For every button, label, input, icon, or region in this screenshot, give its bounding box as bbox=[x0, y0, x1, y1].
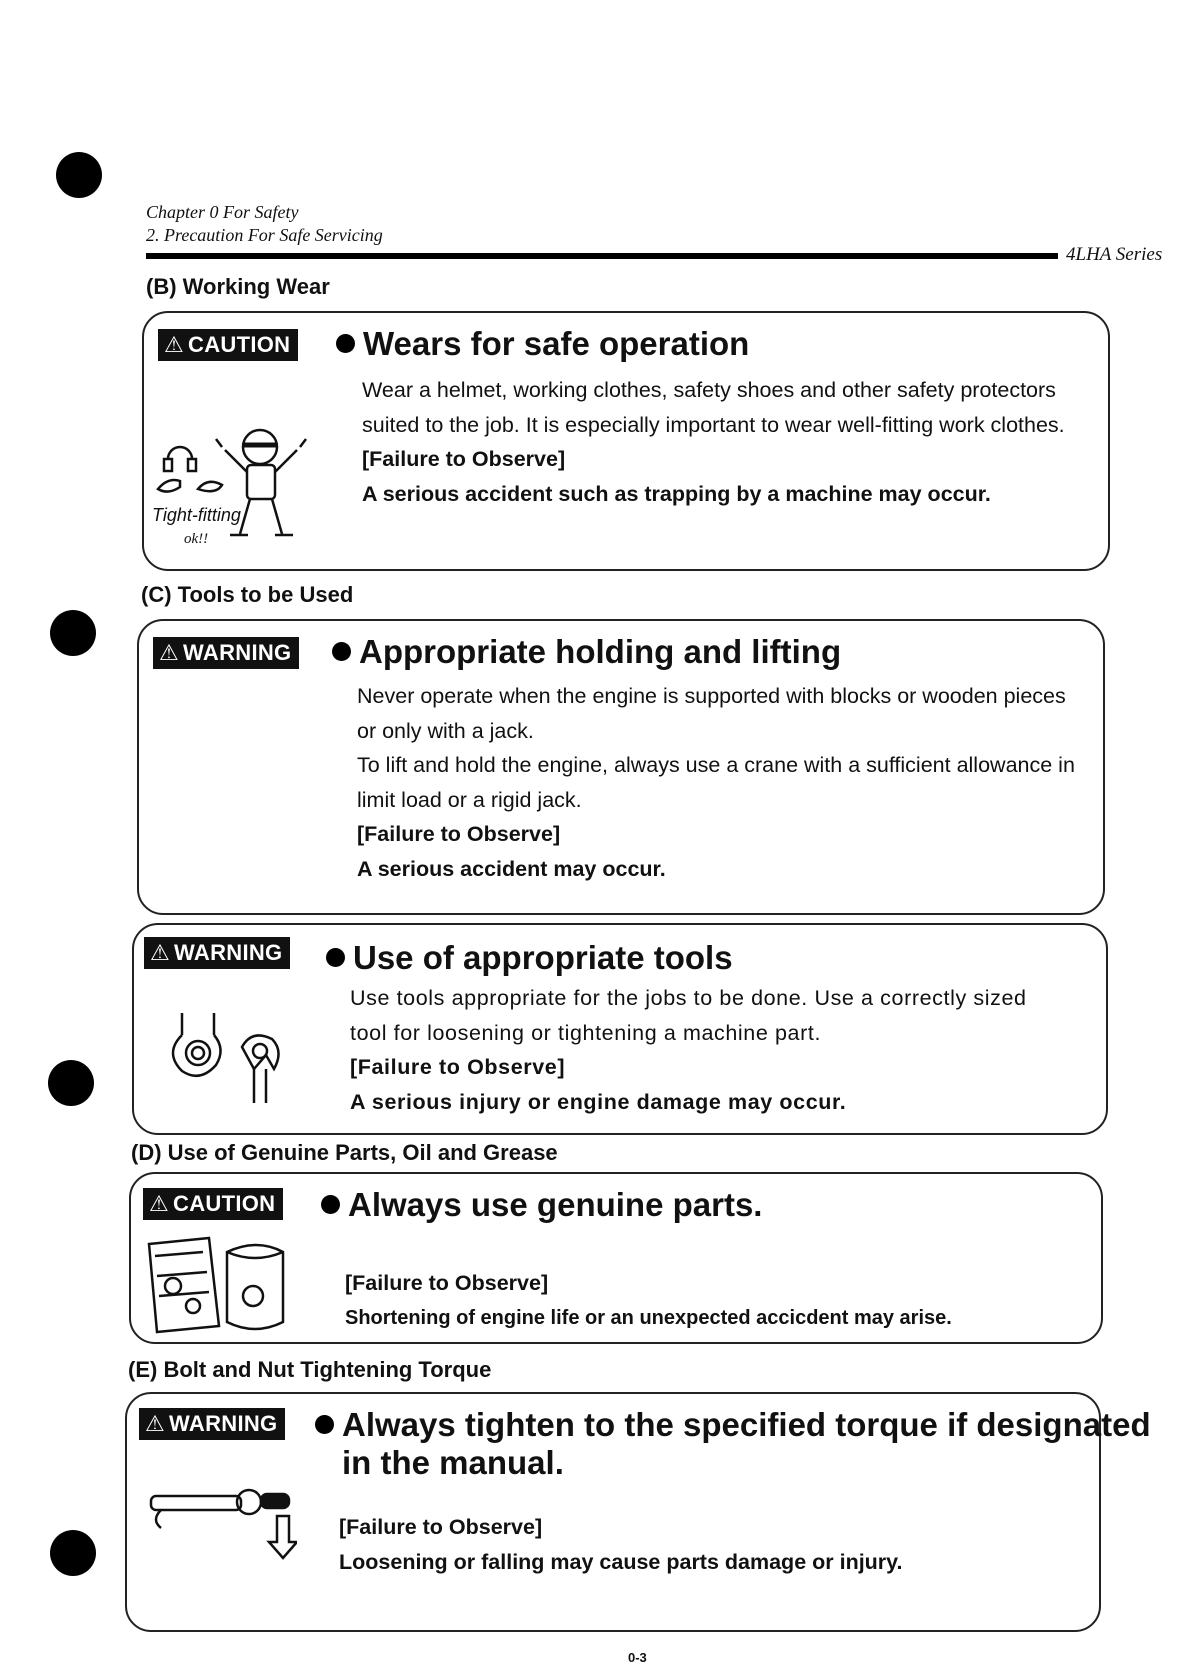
warning-triangle-icon: ⚠ bbox=[149, 1191, 170, 1216]
section-heading-b: (B) Working Wear bbox=[146, 274, 330, 299]
binder-hole bbox=[48, 1060, 94, 1106]
caution-badge: ⚠ CAUTION bbox=[158, 329, 298, 361]
box-title: Appropriate holding and lifting bbox=[332, 633, 841, 671]
binder-hole bbox=[56, 152, 102, 198]
warning-badge: ⚠ WARNING bbox=[153, 637, 299, 669]
caution-box-wear bbox=[142, 311, 1110, 571]
warning-badge: ⚠ WARNING bbox=[144, 937, 290, 969]
section-heading-e: (E) Bolt and Nut Tightening Torque bbox=[128, 1357, 492, 1382]
page-number: 0-3 bbox=[628, 1650, 647, 1665]
box-body: Never operate when the engine is supported with blocks or wooden pieces or only with a jack. To lift and hold the engine, always use a crane with a sufficient allowance in limit load or a rigid jack. [Failure to Observe] A serious accident may occur. bbox=[357, 684, 1075, 881]
art-label-ok: ok!! bbox=[184, 531, 209, 547]
box-title: Always use genuine parts. bbox=[321, 1186, 762, 1224]
box-body: Wear a helmet, working clothes, safety shoes and other safety protectors suited to the job. It is especially important to wear well-fitting work clothes. [Failure to Observe] A serious accident such as trapping by a machine may occur. bbox=[362, 378, 1065, 506]
chapter-title: Chapter 0 For Safety bbox=[146, 202, 299, 222]
header-rule bbox=[146, 253, 1058, 259]
box-title-line2: in the manual. bbox=[342, 1444, 564, 1481]
box-title: Use of appropriate tools bbox=[326, 939, 733, 977]
section-heading-c: (C) Tools to be Used bbox=[141, 582, 354, 607]
section-title: 2. Precaution For Safe Servicing bbox=[146, 225, 383, 245]
warning-triangle-icon: ⚠ bbox=[164, 332, 185, 357]
series-label: 4LHA Series bbox=[1066, 244, 1163, 265]
warning-triangle-icon: ⚠ bbox=[145, 1411, 166, 1436]
art-label: Tight-fitting bbox=[152, 505, 241, 525]
warning-box-holding bbox=[137, 619, 1105, 915]
box-body: Use tools appropriate for the jobs to be done. Use a correctly sized tool for loosening or tightening a machine part. [Failure to Observe] A serious injury or engine damage may occur. bbox=[350, 986, 1027, 1114]
warning-badge: ⚠ WARNING bbox=[139, 1408, 285, 1440]
binder-hole bbox=[50, 610, 96, 656]
box-title: Always tighten to the specified torque if designated bbox=[315, 1406, 1151, 1444]
warning-triangle-icon: ⚠ bbox=[150, 940, 171, 965]
box-body: [Failure to Observe] Loosening or falling may cause parts damage or injury. bbox=[339, 1515, 903, 1574]
genuine-parts-icon bbox=[141, 1236, 291, 1336]
box-body: [Failure to Observe] Shortening of engine life or an unexpected accicdent may arise. bbox=[345, 1271, 952, 1329]
binder-hole bbox=[50, 1530, 96, 1576]
box-title: Wears for safe operation bbox=[336, 325, 749, 363]
section-heading-d: (D) Use of Genuine Parts, Oil and Grease bbox=[131, 1140, 558, 1165]
warning-box-tools bbox=[132, 923, 1108, 1135]
caution-badge: ⚠ CAUTION bbox=[143, 1188, 283, 1220]
worker-wear-icon bbox=[150, 417, 325, 557]
torque-wrench-icon bbox=[137, 1476, 297, 1566]
wrench-icon bbox=[162, 1003, 302, 1113]
caution-box-parts bbox=[129, 1172, 1103, 1344]
warning-triangle-icon: ⚠ bbox=[159, 640, 180, 665]
warning-box-torque bbox=[125, 1392, 1151, 1632]
